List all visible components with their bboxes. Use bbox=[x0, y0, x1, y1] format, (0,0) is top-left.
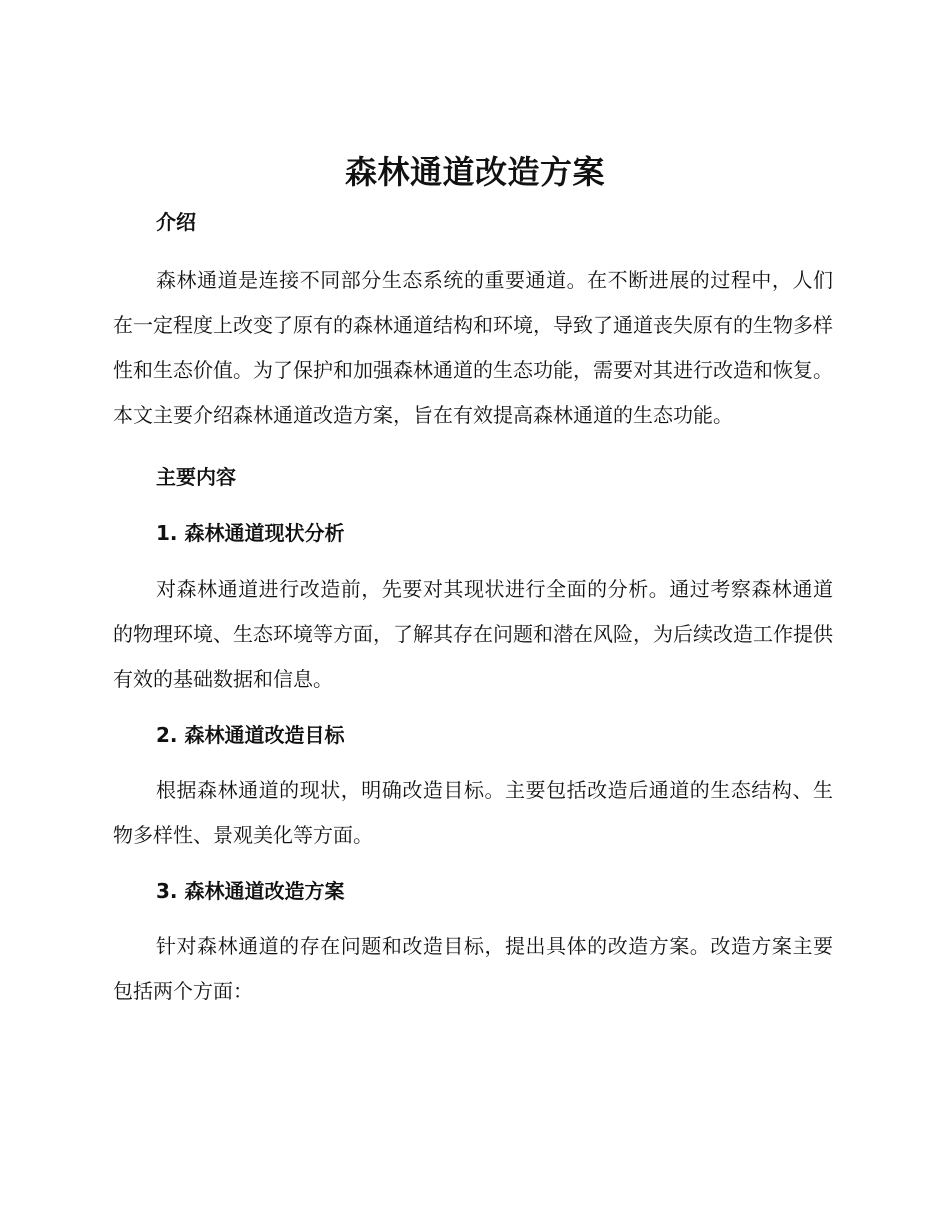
document-body bbox=[113, 205, 833, 1014]
intro-heading: 介绍 bbox=[156, 210, 196, 234]
section-3-heading: 3. 森林通道改造方案 bbox=[156, 879, 345, 903]
section-1-paragraph: 对森林通道进行改造前，先要对其现状进行全面的分析。通过考察森林通道的物理环境、生态环境等方面，了解其存在问题和潜在风险，为后续改造工作提供有效的基础数据和信息。 bbox=[113, 577, 833, 691]
main-content-heading: 主要内容 bbox=[156, 465, 236, 489]
document-title: 森林通道改造方案 bbox=[344, 153, 605, 191]
section-3-paragraph: 针对森林通道的存在问题和改造目标，提出具体的改造方案。改造方案主要包括两个方面： bbox=[113, 934, 833, 1003]
intro-paragraph: 森林通道是连接不同部分生态系统的重要通道。在不断进展的过程中，人们在一定程度上改变了原有的森林通道结构和环境，导致了通道丧失原有的生物多样性和生态价值。为了保护和加强森林通道的生态功能，需要对其进行改造和恢复。本文主要介绍森林通道改造方案，旨在有效提高森林通道的生态功能。 bbox=[113, 268, 833, 427]
section-2-heading: 2. 森林通道改造目标 bbox=[156, 723, 345, 747]
section-1-heading: 1. 森林通道现状分析 bbox=[156, 521, 345, 545]
section-2-paragraph: 根据森林通道的现状，明确改造目标。主要包括改造后通道的生态结构、生物多样性、景观美化等方面。 bbox=[113, 778, 833, 847]
